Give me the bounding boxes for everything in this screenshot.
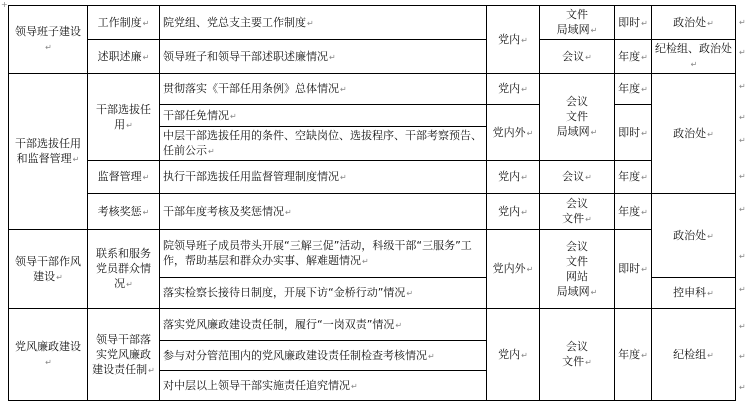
time-cell: 年度↵	[615, 309, 652, 401]
table-row	[9, 74, 736, 105]
dept-cell: 纪检组、政治处↵	[652, 40, 736, 74]
row-end-mark: ↵	[739, 18, 746, 27]
form-cell: 会议 文件↵	[540, 309, 615, 401]
table-row	[9, 6, 736, 40]
form-cell: 文件 局域网↵	[540, 6, 615, 40]
form-cell: 会议 文件↵	[540, 194, 615, 230]
content-cell: 干部任免情况↵	[160, 105, 487, 127]
scope-cell: 党内↵	[487, 161, 540, 194]
group-cell: 领导班子建设↵	[9, 6, 88, 74]
form-cell: 会议 文件 网站 局域网↵	[540, 230, 615, 309]
table-row	[9, 40, 736, 74]
item-cell: 联系和服务党员群众情况↵	[88, 230, 160, 309]
dept-cell: 控申科↵	[652, 278, 736, 309]
content-cell: 贯彻落实《干部任用条例》总体情况↵	[160, 74, 487, 105]
table-row	[9, 309, 736, 341]
scope-cell: 党内↵	[487, 74, 540, 105]
row-end-mark: ↵	[739, 252, 746, 261]
content-cell: 院党组、党总支主要工作制度↵	[160, 6, 487, 40]
scope-cell: 党内↵	[487, 6, 540, 74]
time-cell: 年度↵	[615, 161, 652, 194]
item-cell: 述职述廉↵	[88, 40, 160, 74]
dept-cell: 政治处↵	[652, 6, 736, 40]
row-end-mark: ↵	[739, 383, 746, 392]
table-row	[9, 161, 736, 194]
time-cell: 即时↵	[615, 6, 652, 40]
group-cell: 干部选拔任用和监督管理↵	[9, 74, 88, 230]
row-end-mark: ↵	[739, 352, 746, 361]
item-cell: 考核奖惩↵	[88, 194, 160, 230]
scope-cell: 党内↵	[487, 194, 540, 230]
content-cell: 落实检察长接待日制度，开展下访“金桥行动”情况↵	[160, 278, 487, 309]
row-end-mark: ↵	[739, 82, 746, 91]
row-end-mark: ↵	[739, 48, 746, 57]
group-cell: 党风廉政建设↵	[9, 309, 88, 401]
row-end-mark: ↵	[739, 172, 746, 181]
item-cell: 监督管理↵	[88, 161, 160, 194]
content-cell: 院领导班子成员带头开展“三解三促”活动，科级干部“三服务”工作，帮助基层和群众办实事、解难题情况↵	[160, 230, 487, 278]
scope-cell: 党内外↵	[487, 230, 540, 309]
row-end-mark: ↵	[739, 285, 746, 294]
dept-cell: 纪检组↵	[652, 309, 736, 401]
row-end-mark: ↵	[739, 205, 746, 214]
scope-cell: 党内↵	[487, 309, 540, 401]
form-cell: 会议↵	[540, 40, 615, 74]
row-end-mark: ↵	[739, 322, 746, 331]
time-cell: 即时↵	[615, 105, 652, 161]
item-cell: 工作制度↵	[88, 6, 160, 40]
content-cell: 中层干部选拔任用的条件、空缺岗位、选拔程序、干部考察预告、任前公示↵	[160, 127, 487, 161]
item-cell: 领导干部落实党风廉政建设责任制↵	[88, 309, 160, 401]
table-anchor-mark: +	[1, 0, 8, 9]
form-cell: 会议 文件 局域网↵	[540, 74, 615, 161]
content-cell: 对中层以上领导干部实施责任追究情况↵	[160, 371, 487, 401]
item-cell: 干部选拔任用↵	[88, 74, 160, 161]
row-end-mark: ↵	[739, 136, 746, 145]
time-cell: 即时↵	[615, 230, 652, 309]
content-cell: 干部年度考核及奖惩情况↵	[160, 194, 487, 230]
content-cell: 落实党风廉政建设责任制，履行“一岗双责”情况↵	[160, 309, 487, 341]
form-cell: 会议↵	[540, 161, 615, 194]
table-row	[9, 194, 736, 230]
content-cell: 领导班子和领导干部述职述廉情况↵	[160, 40, 487, 74]
content-cell: 执行干部选拔任用监督管理制度情况↵	[160, 161, 487, 194]
time-cell: 年度↵	[615, 74, 652, 105]
row-end-mark: ↵	[739, 113, 746, 122]
dept-cell: 政治处↵	[652, 74, 736, 194]
table-row	[9, 230, 736, 278]
time-cell: 年度↵	[615, 40, 652, 74]
scope-cell: 党内外↵	[487, 105, 540, 161]
time-cell: 年度↵	[615, 194, 652, 230]
content-cell: 参与对分管范围内的党风廉政建设责任制检查考核情况↵	[160, 341, 487, 371]
dept-cell: 政治处↵	[652, 194, 736, 278]
disclosure-table	[8, 5, 736, 401]
group-cell: 领导干部作风建设↵	[9, 230, 88, 309]
